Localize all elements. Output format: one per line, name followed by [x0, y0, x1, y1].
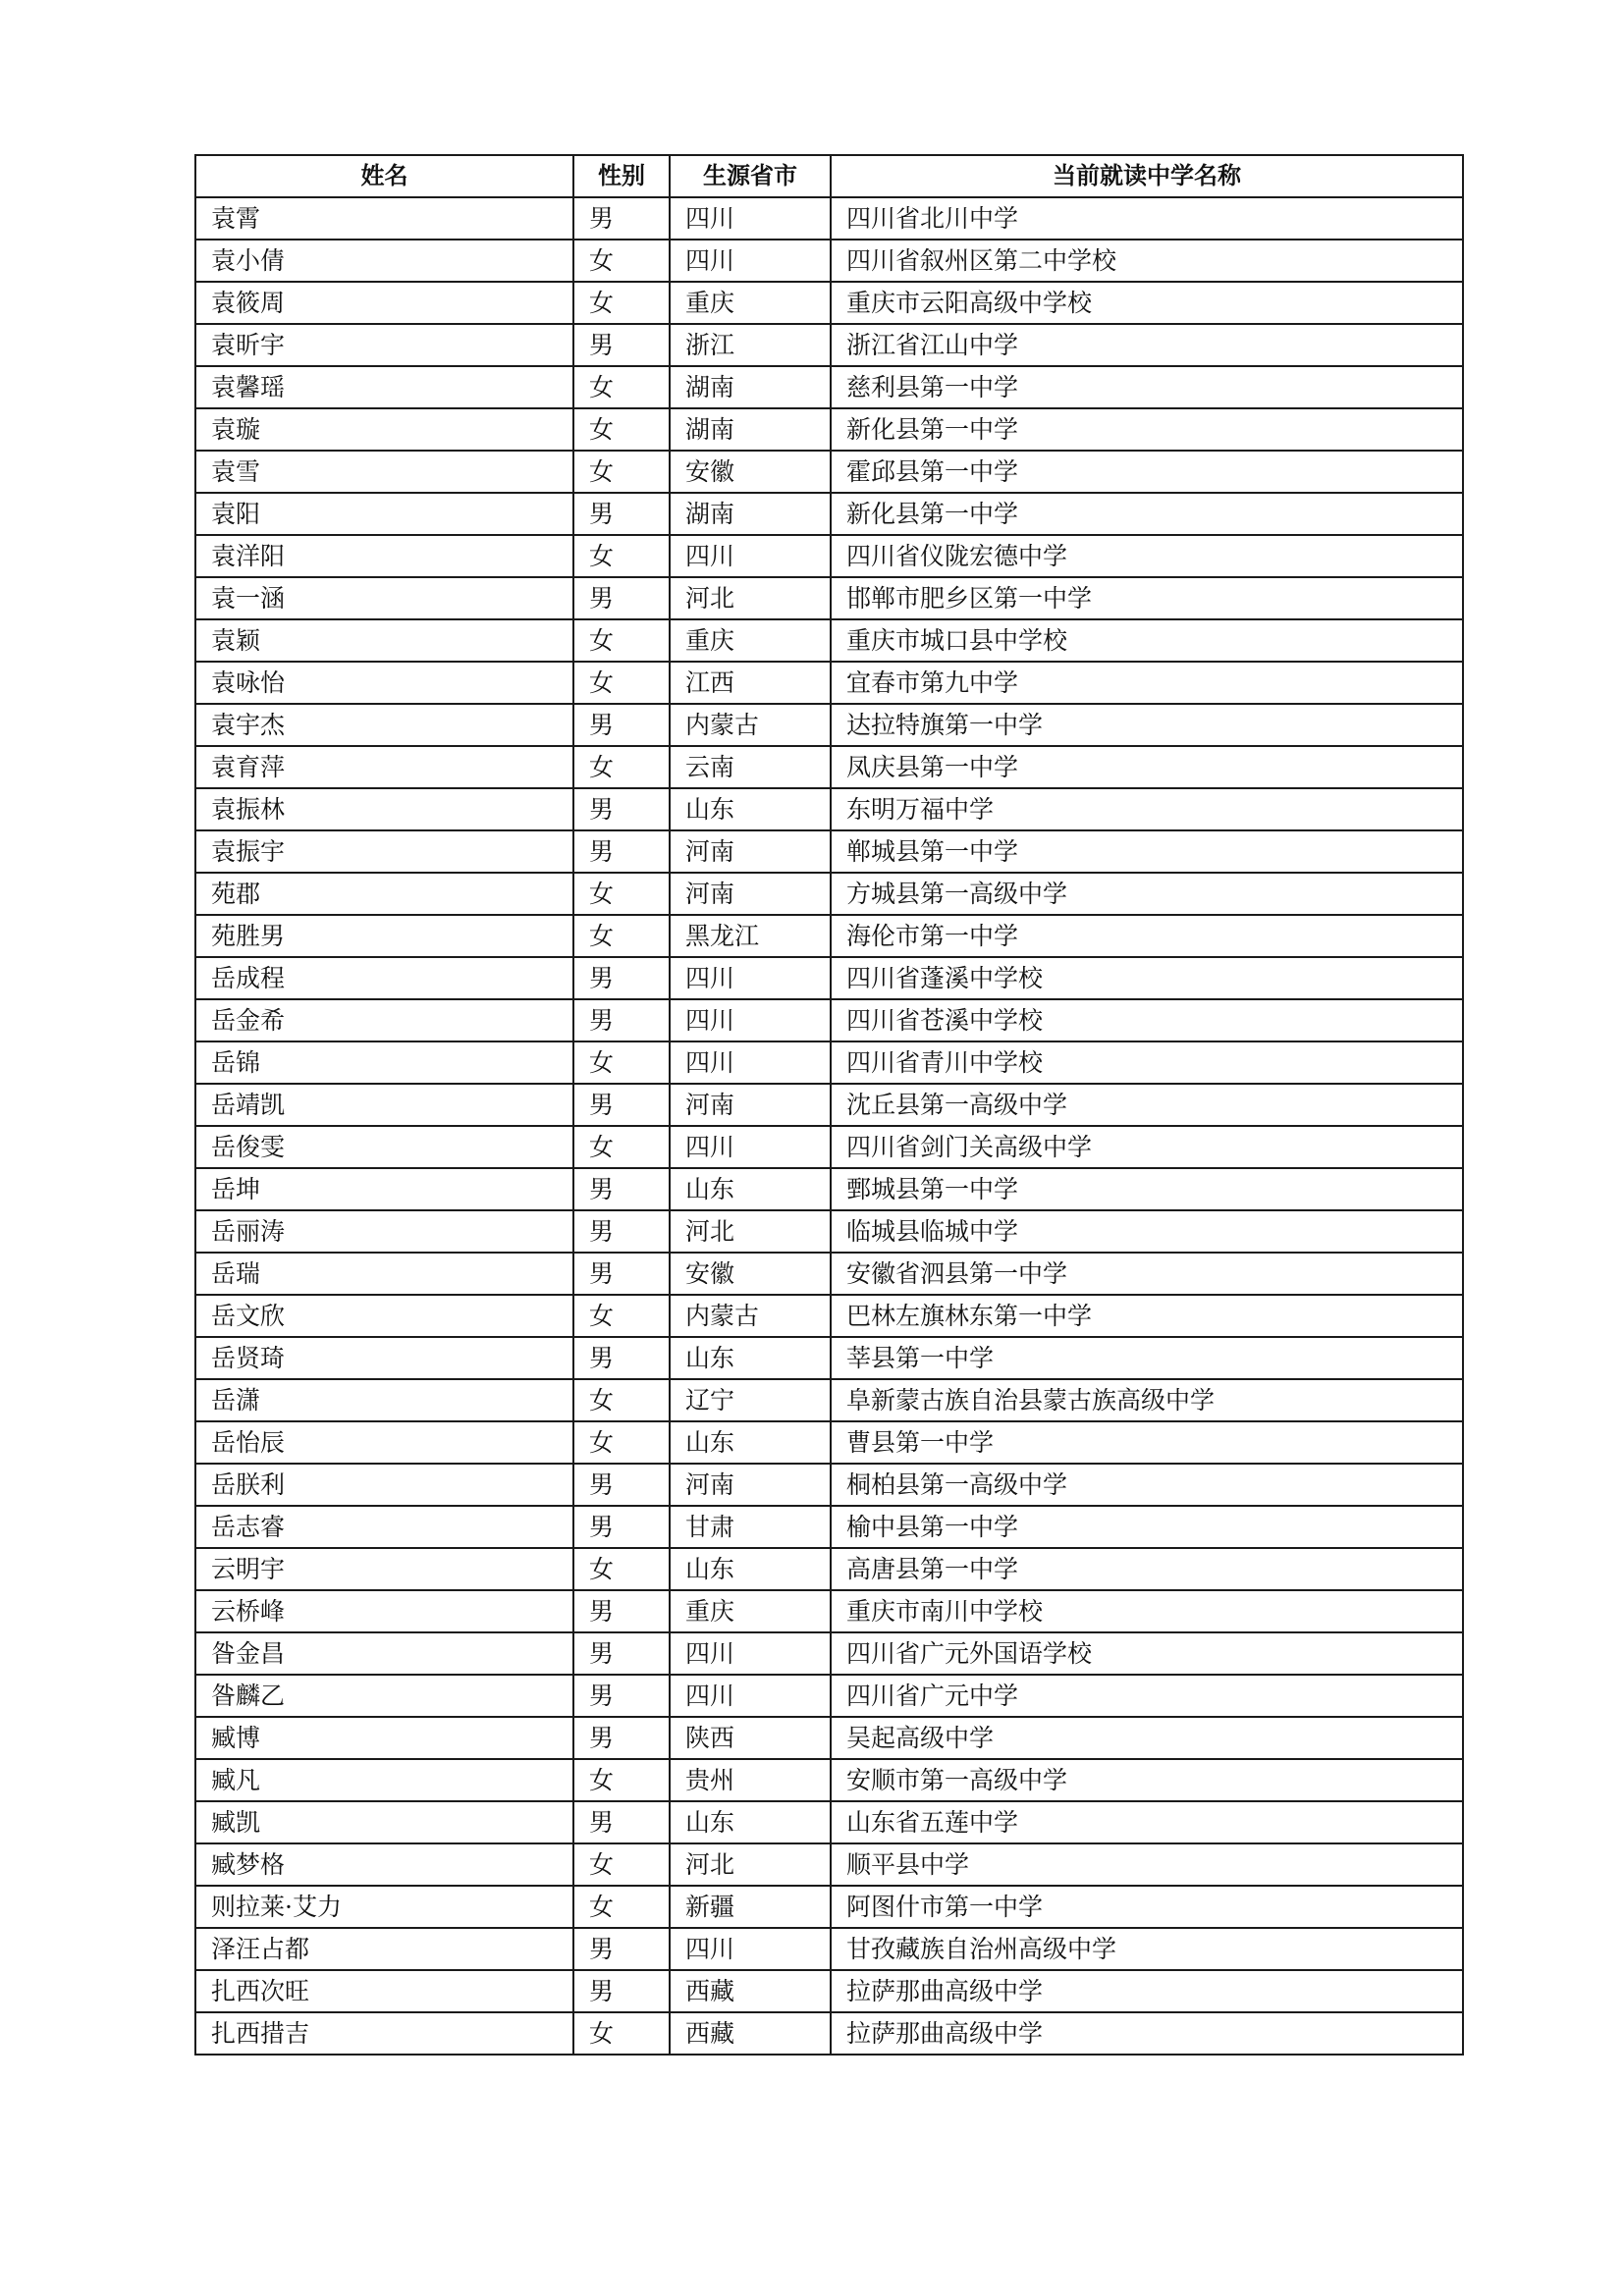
- table-header-row: [195, 155, 1463, 197]
- cell-province: 四川: [670, 197, 831, 240]
- cell-school: 四川省广元外国语学校: [831, 1632, 1463, 1675]
- table-row: [195, 830, 1463, 873]
- cell-province: 河南: [670, 873, 831, 915]
- cell-name: 袁振林: [195, 788, 573, 830]
- cell-name: 袁洋阳: [195, 535, 573, 577]
- cell-name: 岳俊雯: [195, 1126, 573, 1168]
- cell-gender: 女: [573, 662, 670, 704]
- cell-province: 甘肃: [670, 1506, 831, 1548]
- cell-school: 东明万福中学: [831, 788, 1463, 830]
- table-row: [195, 957, 1463, 999]
- cell-gender: 女: [573, 619, 670, 662]
- cell-gender: 男: [573, 1464, 670, 1506]
- cell-province: 山东: [670, 1168, 831, 1210]
- cell-name: 岳朕利: [195, 1464, 573, 1506]
- cell-gender: 女: [573, 1421, 670, 1464]
- cell-school: 重庆市城口县中学校: [831, 619, 1463, 662]
- cell-gender: 男: [573, 1337, 670, 1379]
- cell-province: 四川: [670, 1928, 831, 1970]
- cell-province: 山东: [670, 1337, 831, 1379]
- cell-province: 重庆: [670, 282, 831, 324]
- cell-name: 袁昕宇: [195, 324, 573, 366]
- cell-name: 袁宇杰: [195, 704, 573, 746]
- cell-province: 四川: [670, 1126, 831, 1168]
- cell-gender: 女: [573, 451, 670, 493]
- cell-province: 四川: [670, 999, 831, 1041]
- table-row: [195, 1506, 1463, 1548]
- cell-school: 霍邱县第一中学: [831, 451, 1463, 493]
- cell-school: 新化县第一中学: [831, 408, 1463, 451]
- cell-province: 河南: [670, 1084, 831, 1126]
- cell-school: 桐柏县第一高级中学: [831, 1464, 1463, 1506]
- cell-school: 顺平县中学: [831, 1843, 1463, 1886]
- cell-name: 袁雪: [195, 451, 573, 493]
- table-row: [195, 1675, 1463, 1717]
- table-row: [195, 1886, 1463, 1928]
- cell-name: 臧凯: [195, 1801, 573, 1843]
- cell-name: 则拉莱·艾力: [195, 1886, 573, 1928]
- cell-name: 岳锦: [195, 1041, 573, 1084]
- cell-name: 袁振宇: [195, 830, 573, 873]
- cell-gender: 男: [573, 1675, 670, 1717]
- cell-province: 辽宁: [670, 1379, 831, 1421]
- cell-gender: 男: [573, 1210, 670, 1253]
- cell-gender: 女: [573, 873, 670, 915]
- cell-school: 甘孜藏族自治州高级中学: [831, 1928, 1463, 1970]
- cell-school: 吴起高级中学: [831, 1717, 1463, 1759]
- table-row: [195, 535, 1463, 577]
- cell-school: 临城县临城中学: [831, 1210, 1463, 1253]
- cell-province: 河南: [670, 1464, 831, 1506]
- cell-province: 湖南: [670, 366, 831, 408]
- cell-province: 重庆: [670, 1590, 831, 1632]
- cell-name: 岳成程: [195, 957, 573, 999]
- cell-name: 扎西措吉: [195, 2012, 573, 2055]
- cell-school: 高唐县第一中学: [831, 1548, 1463, 1590]
- table-row: [195, 1970, 1463, 2012]
- cell-name: 昝麟乙: [195, 1675, 573, 1717]
- cell-school: 达拉特旗第一中学: [831, 704, 1463, 746]
- cell-name: 袁小倩: [195, 240, 573, 282]
- cell-name: 袁霄: [195, 197, 573, 240]
- cell-gender: 男: [573, 577, 670, 619]
- cell-name: 袁咏怡: [195, 662, 573, 704]
- cell-school: 莘县第一中学: [831, 1337, 1463, 1379]
- cell-name: 昝金昌: [195, 1632, 573, 1675]
- cell-school: 邯郸市肥乡区第一中学: [831, 577, 1463, 619]
- cell-name: 岳靖凯: [195, 1084, 573, 1126]
- cell-province: 西藏: [670, 1970, 831, 2012]
- cell-gender: 女: [573, 1886, 670, 1928]
- cell-province: 四川: [670, 1675, 831, 1717]
- cell-gender: 男: [573, 324, 670, 366]
- cell-name: 袁阳: [195, 493, 573, 535]
- cell-name: 臧凡: [195, 1759, 573, 1801]
- cell-name: 岳志睿: [195, 1506, 573, 1548]
- cell-gender: 女: [573, 1548, 670, 1590]
- table-row: [195, 408, 1463, 451]
- cell-name: 泽汪占都: [195, 1928, 573, 1970]
- cell-province: 内蒙古: [670, 704, 831, 746]
- cell-province: 安徽: [670, 451, 831, 493]
- cell-name: 扎西次旺: [195, 1970, 573, 2012]
- cell-gender: 女: [573, 1843, 670, 1886]
- cell-province: 新疆: [670, 1886, 831, 1928]
- table-row: [195, 1084, 1463, 1126]
- cell-school: 宜春市第九中学: [831, 662, 1463, 704]
- table-row: [195, 746, 1463, 788]
- table-row: [195, 1041, 1463, 1084]
- cell-school: 阿图什市第一中学: [831, 1886, 1463, 1928]
- cell-gender: 女: [573, 1126, 670, 1168]
- cell-school: 榆中县第一中学: [831, 1506, 1463, 1548]
- cell-school: 拉萨那曲高级中学: [831, 1970, 1463, 2012]
- table-row: [195, 577, 1463, 619]
- table-row: [195, 915, 1463, 957]
- cell-gender: 男: [573, 1928, 670, 1970]
- cell-school: 海伦市第一中学: [831, 915, 1463, 957]
- table-row: [195, 1590, 1463, 1632]
- table-row: [195, 1464, 1463, 1506]
- cell-gender: 女: [573, 408, 670, 451]
- cell-name: 岳丽涛: [195, 1210, 573, 1253]
- cell-gender: 女: [573, 2012, 670, 2055]
- header-province: 生源省市: [670, 155, 831, 197]
- cell-province: 黑龙江: [670, 915, 831, 957]
- table-row: [195, 366, 1463, 408]
- cell-name: 云桥峰: [195, 1590, 573, 1632]
- cell-province: 安徽: [670, 1253, 831, 1295]
- cell-name: 岳贤琦: [195, 1337, 573, 1379]
- header-name: 姓名: [195, 155, 573, 197]
- cell-name: 袁一涵: [195, 577, 573, 619]
- cell-province: 内蒙古: [670, 1295, 831, 1337]
- cell-province: 云南: [670, 746, 831, 788]
- cell-school: 巴林左旗林东第一中学: [831, 1295, 1463, 1337]
- table-row: [195, 240, 1463, 282]
- cell-school: 慈利县第一中学: [831, 366, 1463, 408]
- cell-name: 岳文欣: [195, 1295, 573, 1337]
- cell-school: 方城县第一高级中学: [831, 873, 1463, 915]
- table-row: [195, 2012, 1463, 2055]
- table-row: [195, 1168, 1463, 1210]
- table-row: [195, 197, 1463, 240]
- table-row: [195, 1928, 1463, 1970]
- cell-school: 四川省叙州区第二中学校: [831, 240, 1463, 282]
- cell-school: 鄄城县第一中学: [831, 1168, 1463, 1210]
- cell-school: 四川省北川中学: [831, 197, 1463, 240]
- cell-school: 四川省剑门关高级中学: [831, 1126, 1463, 1168]
- cell-gender: 男: [573, 1506, 670, 1548]
- table-row: [195, 1126, 1463, 1168]
- cell-province: 浙江: [670, 324, 831, 366]
- cell-gender: 男: [573, 1801, 670, 1843]
- cell-gender: 男: [573, 1253, 670, 1295]
- cell-name: 云明宇: [195, 1548, 573, 1590]
- cell-name: 苑郡: [195, 873, 573, 915]
- cell-name: 岳金希: [195, 999, 573, 1041]
- cell-province: 四川: [670, 240, 831, 282]
- table-row: [195, 1337, 1463, 1379]
- cell-province: 陕西: [670, 1717, 831, 1759]
- cell-school: 浙江省江山中学: [831, 324, 1463, 366]
- cell-name: 袁育萍: [195, 746, 573, 788]
- cell-gender: 女: [573, 240, 670, 282]
- cell-gender: 男: [573, 197, 670, 240]
- table-row: [195, 1421, 1463, 1464]
- cell-gender: 男: [573, 1168, 670, 1210]
- cell-school: 重庆市南川中学校: [831, 1590, 1463, 1632]
- table-row: [195, 1548, 1463, 1590]
- cell-name: 袁璇: [195, 408, 573, 451]
- cell-province: 江西: [670, 662, 831, 704]
- cell-name: 臧博: [195, 1717, 573, 1759]
- table-row: [195, 324, 1463, 366]
- cell-gender: 女: [573, 1041, 670, 1084]
- cell-school: 安徽省泗县第一中学: [831, 1253, 1463, 1295]
- table-row: [195, 1210, 1463, 1253]
- table-row: [195, 1717, 1463, 1759]
- cell-province: 河北: [670, 1843, 831, 1886]
- cell-gender: 男: [573, 1590, 670, 1632]
- table-row: [195, 619, 1463, 662]
- table-row: [195, 1379, 1463, 1421]
- cell-province: 河南: [670, 830, 831, 873]
- cell-gender: 男: [573, 1084, 670, 1126]
- cell-name: 苑胜男: [195, 915, 573, 957]
- cell-gender: 男: [573, 493, 670, 535]
- table-row: [195, 999, 1463, 1041]
- cell-gender: 男: [573, 999, 670, 1041]
- table-row: [195, 1253, 1463, 1295]
- cell-name: 岳怡辰: [195, 1421, 573, 1464]
- cell-province: 湖南: [670, 493, 831, 535]
- cell-province: 河北: [670, 1210, 831, 1253]
- cell-gender: 男: [573, 1717, 670, 1759]
- cell-province: 湖南: [670, 408, 831, 451]
- cell-province: 四川: [670, 957, 831, 999]
- cell-school: 凤庆县第一中学: [831, 746, 1463, 788]
- cell-gender: 男: [573, 957, 670, 999]
- cell-name: 袁筱周: [195, 282, 573, 324]
- cell-name: 岳潇: [195, 1379, 573, 1421]
- cell-province: 山东: [670, 788, 831, 830]
- cell-gender: 男: [573, 1970, 670, 2012]
- cell-name: 岳瑞: [195, 1253, 573, 1295]
- cell-province: 四川: [670, 1041, 831, 1084]
- cell-school: 山东省五莲中学: [831, 1801, 1463, 1843]
- table-row: [195, 451, 1463, 493]
- cell-province: 四川: [670, 535, 831, 577]
- table-row: [195, 282, 1463, 324]
- cell-gender: 男: [573, 788, 670, 830]
- header-school: 当前就读中学名称: [831, 155, 1463, 197]
- table-body: [195, 197, 1463, 2055]
- cell-school: 拉萨那曲高级中学: [831, 2012, 1463, 2055]
- cell-name: 岳坤: [195, 1168, 573, 1210]
- table-row: [195, 1632, 1463, 1675]
- cell-gender: 女: [573, 915, 670, 957]
- cell-gender: 女: [573, 1295, 670, 1337]
- cell-school: 重庆市云阳高级中学校: [831, 282, 1463, 324]
- table-row: [195, 1759, 1463, 1801]
- cell-school: 四川省青川中学校: [831, 1041, 1463, 1084]
- cell-gender: 女: [573, 282, 670, 324]
- cell-school: 四川省苍溪中学校: [831, 999, 1463, 1041]
- cell-school: 四川省蓬溪中学校: [831, 957, 1463, 999]
- table-row: [195, 493, 1463, 535]
- table-row: [195, 788, 1463, 830]
- cell-province: 四川: [670, 1632, 831, 1675]
- table-row: [195, 1843, 1463, 1886]
- cell-gender: 女: [573, 1379, 670, 1421]
- cell-gender: 女: [573, 535, 670, 577]
- cell-school: 沈丘县第一高级中学: [831, 1084, 1463, 1126]
- cell-province: 贵州: [670, 1759, 831, 1801]
- cell-school: 四川省广元中学: [831, 1675, 1463, 1717]
- cell-gender: 男: [573, 1632, 670, 1675]
- table-row: [195, 1295, 1463, 1337]
- student-table: [194, 154, 1464, 2056]
- cell-gender: 女: [573, 746, 670, 788]
- cell-name: 臧梦格: [195, 1843, 573, 1886]
- cell-province: 山东: [670, 1548, 831, 1590]
- cell-province: 西藏: [670, 2012, 831, 2055]
- cell-province: 重庆: [670, 619, 831, 662]
- cell-gender: 女: [573, 1759, 670, 1801]
- cell-name: 袁馨瑶: [195, 366, 573, 408]
- cell-school: 曹县第一中学: [831, 1421, 1463, 1464]
- cell-gender: 男: [573, 704, 670, 746]
- cell-school: 安顺市第一高级中学: [831, 1759, 1463, 1801]
- cell-school: 郸城县第一中学: [831, 830, 1463, 873]
- table-row: [195, 662, 1463, 704]
- cell-school: 四川省仪陇宏德中学: [831, 535, 1463, 577]
- cell-school: 阜新蒙古族自治县蒙古族高级中学: [831, 1379, 1463, 1421]
- cell-gender: 男: [573, 830, 670, 873]
- cell-province: 山东: [670, 1801, 831, 1843]
- table-row: [195, 704, 1463, 746]
- cell-name: 袁颖: [195, 619, 573, 662]
- header-gender: 性别: [573, 155, 670, 197]
- table-row: [195, 873, 1463, 915]
- cell-gender: 女: [573, 366, 670, 408]
- cell-province: 河北: [670, 577, 831, 619]
- table-row: [195, 1801, 1463, 1843]
- cell-school: 新化县第一中学: [831, 493, 1463, 535]
- cell-province: 山东: [670, 1421, 831, 1464]
